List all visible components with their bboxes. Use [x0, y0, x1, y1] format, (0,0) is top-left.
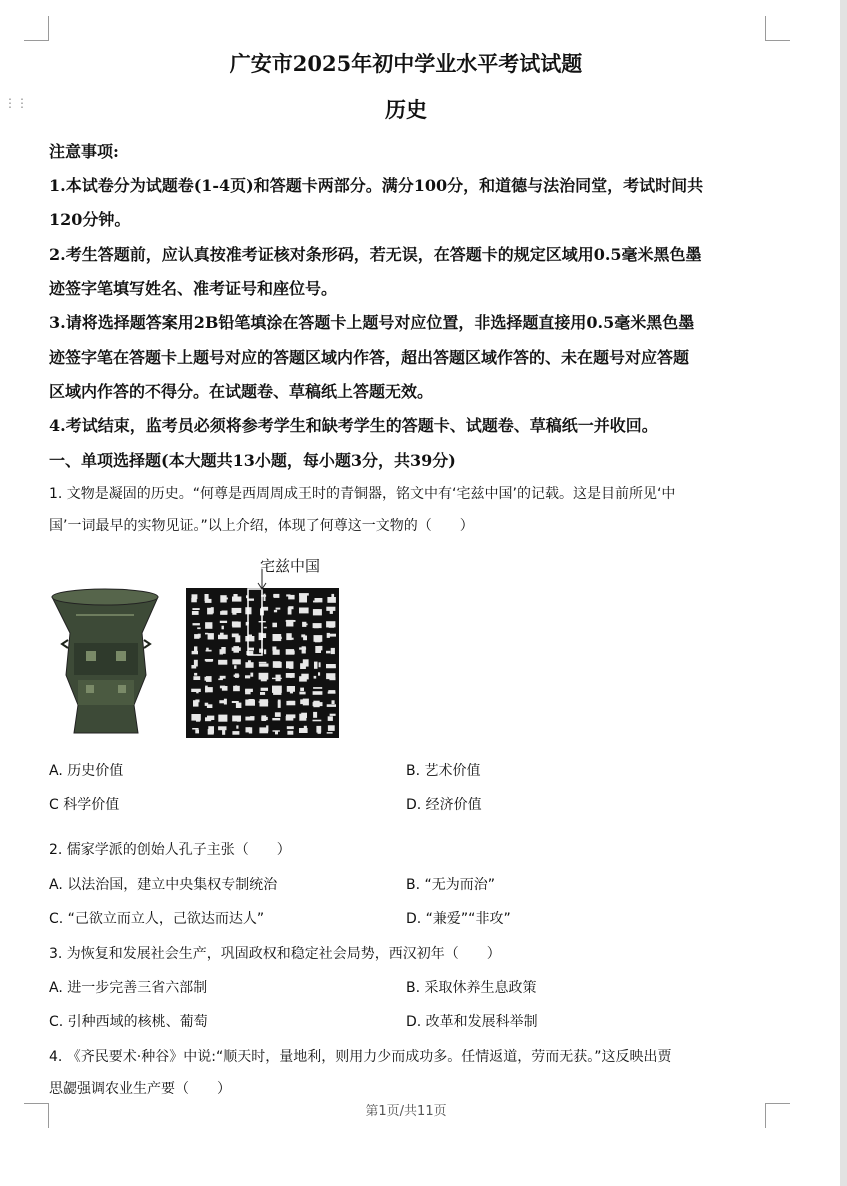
inscription-glyph-stroke: [300, 688, 304, 692]
inscription-glyph-stroke: [314, 609, 320, 612]
inscription-glyph-stroke: [275, 637, 282, 639]
inscription-glyph-stroke: [195, 700, 199, 703]
bronze-zun-icon: [52, 589, 158, 733]
inscription-glyph-stroke: [286, 714, 295, 718]
inscription-glyph-stroke: [272, 678, 282, 679]
inscription-glyph-stroke: [327, 704, 336, 707]
inscription-glyph-stroke: [303, 624, 307, 626]
inscription-glyph-stroke: [206, 648, 209, 652]
inscription-glyph-stroke: [207, 716, 214, 720]
inscription-glyph-stroke: [329, 677, 335, 680]
inscription-glyph-stroke: [259, 673, 269, 680]
inscription-glyph-stroke: [208, 633, 214, 639]
inscription-glyph-stroke: [286, 620, 296, 622]
inscription-glyph-stroke: [286, 661, 293, 668]
inscription-glyph-stroke: [332, 700, 335, 704]
inscription-glyph-stroke: [245, 700, 255, 706]
inscription-glyph-stroke: [327, 634, 336, 637]
inscription-glyph-stroke: [221, 647, 225, 654]
drag-handle-icon[interactable]: ⋮⋮: [4, 96, 28, 110]
inscription-glyph-stroke: [193, 676, 200, 680]
inscription-glyph-stroke: [314, 662, 318, 669]
inscription-glyph-stroke: [245, 662, 253, 668]
inscription-glyph-stroke: [245, 675, 250, 678]
inscription-glyph-stroke: [220, 686, 225, 689]
inscription-glyph-stroke: [303, 659, 309, 666]
inscription-glyph-stroke: [314, 635, 323, 642]
inscription-glyph-stroke: [314, 676, 317, 679]
inscription-glyph-stroke: [235, 635, 240, 642]
inscription-glyph-stroke: [316, 726, 321, 733]
question-1-option-b[interactable]: B. 艺术价值: [406, 763, 481, 779]
inscription-glyph-stroke: [191, 714, 200, 721]
section-title: 一、单项选择题(本大题共13小题，每小题3分，共39分): [49, 451, 456, 470]
inscription-glyph-stroke: [313, 712, 317, 718]
inscription-glyph-stroke: [194, 673, 197, 676]
inscription-glyph-stroke: [286, 633, 291, 640]
page-title: 广安市2025年初中学业水平考试试题: [229, 51, 583, 76]
inscription-glyph-stroke: [236, 725, 238, 728]
inscription-glyph-stroke: [278, 701, 281, 708]
inscription-glyph-stroke: [274, 610, 277, 612]
question-1-line-2: 国’一词最早的实物见证。”以上介绍，体现了何尊这一文物的（ ）: [49, 518, 474, 534]
inscription-glyph-stroke: [330, 714, 336, 716]
inscription-glyph-stroke: [235, 673, 239, 678]
inscription-glyph-stroke: [287, 731, 293, 735]
inscription-glyph-stroke: [248, 648, 254, 651]
inscription-glyph-stroke: [232, 597, 241, 602]
inscription-glyph-stroke: [191, 598, 197, 602]
inscription-glyph-stroke: [246, 727, 251, 732]
inscription-glyph-stroke: [328, 725, 335, 731]
inscription-glyph-stroke: [326, 607, 335, 611]
inscription-glyph-stroke: [327, 732, 333, 734]
inscription-glyph-stroke: [273, 650, 280, 655]
question-4-line-2: 思勰强调农业生产要（ ）: [49, 1081, 231, 1097]
question-1-line-1: 1. 文物是凝固的历史。“何尊是西周周成王时的青铜器，铭文中有‘宅兹中国’的记载。这是目前所见‘中: [49, 486, 676, 502]
question-2-option-b[interactable]: B. “无为而治”: [406, 877, 496, 893]
inscription-glyph-stroke: [235, 685, 237, 689]
inscription-glyph-stroke: [299, 608, 309, 614]
inscription-glyph-stroke: [331, 594, 334, 600]
inscription-glyph-stroke: [319, 662, 321, 667]
inscription-glyph-stroke: [234, 665, 236, 669]
inscription-glyph-stroke: [219, 700, 225, 703]
inscription-glyph-stroke: [313, 702, 323, 706]
inscription-glyph-stroke: [299, 596, 307, 603]
question-2-line-1: 2. 儒家学派的创始人孔子主张（ ）: [49, 842, 291, 858]
inscription-glyph-stroke: [222, 611, 228, 615]
corner-mark-top-left: [24, 16, 49, 41]
notice-line: 区域内作答的不得分。在试题卷、草稿纸上答题无效。: [49, 382, 434, 401]
inscription-glyph-stroke: [299, 728, 308, 733]
inscription-glyph-stroke: [326, 621, 335, 627]
inscription-glyph-stroke: [328, 692, 336, 694]
scrollbar-track[interactable]: [840, 0, 847, 1186]
inscription-glyph-stroke: [262, 633, 266, 638]
inscription-glyph-stroke: [222, 598, 228, 600]
inscription-glyph-stroke: [299, 692, 305, 695]
inscription-glyph-stroke: [286, 673, 295, 678]
inscription-glyph-stroke: [266, 725, 268, 731]
inscription-glyph-stroke: [211, 607, 214, 613]
inscription-glyph-stroke: [194, 660, 198, 667]
inscription-glyph-stroke: [245, 717, 254, 721]
inscription-glyph-stroke: [206, 660, 213, 662]
inscription-glyph-stroke: [218, 715, 227, 722]
inscription-glyph-stroke: [264, 594, 266, 601]
inscription-glyph-stroke: [301, 674, 308, 680]
inscription-glyph-stroke: [313, 687, 322, 689]
notice-line: 2.考生答题前，应认真按准考证核对条形码，若无误，在答题卡的规定区域用0.5毫米黑色墨: [49, 245, 702, 264]
inscription-glyph-stroke: [259, 662, 267, 664]
inscription-glyph-stroke: [260, 692, 265, 695]
inscription-glyph-stroke: [286, 594, 290, 596]
question-3-option-a[interactable]: A. 进一步完善三省六部制: [49, 980, 208, 996]
figure-label: 宅兹中国: [260, 557, 321, 575]
inscription-glyph-stroke: [275, 731, 278, 734]
inscription-glyph-stroke: [205, 686, 208, 693]
inscription-glyph-stroke: [205, 599, 212, 603]
inscription-glyph-stroke: [326, 664, 336, 668]
inscription-glyph-stroke: [264, 649, 266, 654]
question-1-option-d[interactable]: D. 经济价值: [406, 797, 482, 813]
inscription-glyph-stroke: [232, 731, 239, 735]
inscription-glyph-stroke: [192, 611, 199, 615]
inscription-glyph-stroke: [250, 673, 253, 677]
inscription-glyph-stroke: [220, 676, 226, 679]
inscription-glyph-stroke: [218, 679, 223, 681]
notice-line: 4.考试结束，监考员必须将参考学生和缺考学生的答题卡、试题卷、草稿纸一并收回。: [49, 416, 658, 435]
inscription-glyph-stroke: [287, 686, 295, 692]
bronze-vessel-figure: [46, 555, 346, 740]
inscription-glyph-stroke: [272, 718, 280, 720]
inscription-glyph-stroke: [261, 717, 268, 720]
question-2-option-a[interactable]: A. 以法治国，建立中央集权专制统治: [49, 877, 278, 893]
question-1-option-a[interactable]: A. 历史价值: [49, 763, 124, 779]
inscription-glyph-stroke: [232, 659, 241, 664]
inscription-glyph-stroke: [314, 627, 319, 629]
notice-heading: 注意事项:: [49, 142, 119, 161]
inscription-glyph-stroke: [304, 726, 307, 729]
inscription-glyph-stroke: [299, 593, 309, 596]
inscription-glyph-stroke: [192, 728, 198, 730]
notice-line: 120分钟。: [49, 210, 131, 229]
inscription-glyph-stroke: [232, 622, 241, 628]
notice-line: 3.请将选择题答案用2B铅笔填涂在答题卡上题号对应位置，非选择题直接用0.5毫米黑色墨: [49, 313, 695, 332]
inscription-glyph-stroke: [218, 660, 227, 665]
question-4-line-1: 4. 《齐民要术·种谷》中说:“顺天时，量地利，则用力少而成功多。任情返道，劳而无获。”这反映出贾: [49, 1049, 672, 1065]
he-zun-image: [46, 555, 346, 740]
inscription-glyph-stroke: [232, 608, 242, 613]
inscription-glyph-stroke: [192, 608, 199, 610]
inscription-glyph-stroke: [275, 662, 282, 668]
inscription-glyph-stroke: [331, 648, 335, 654]
notice-line: 1.本试卷分为试题卷(1-4页)和答题卡两部分。满分100分，和道德与法治同堂，考试时间共: [49, 176, 704, 195]
inscription-glyph-stroke: [288, 701, 295, 704]
inscription-glyph-stroke: [195, 730, 199, 734]
inscription-glyph-stroke: [222, 729, 225, 735]
inscription-glyph-stroke: [232, 647, 241, 651]
inscription-glyph-stroke: [261, 688, 268, 691]
inscription-glyph-stroke: [206, 676, 212, 682]
inscription-glyph-stroke: [313, 720, 322, 722]
inscription-glyph-stroke: [301, 634, 305, 637]
question-2-option-c[interactable]: C. “己欲立而立人，己欲达而达人”: [49, 911, 265, 927]
inscription-glyph-stroke: [207, 704, 213, 708]
inscription-glyph-stroke: [318, 672, 320, 675]
inscription-glyph-stroke: [222, 626, 224, 630]
inscription-glyph-stroke: [232, 716, 241, 722]
inscription-glyph-stroke: [193, 623, 200, 625]
subject-title: 历史: [385, 97, 427, 122]
inscription-glyph-stroke: [300, 699, 305, 704]
inscription-glyph-stroke: [272, 623, 277, 628]
inscription-glyph-stroke: [328, 716, 333, 721]
question-3-line-1: 3. 为恢复和发展社会生产，巩固政权和稳定社会局势，西汉初年（ ）: [49, 946, 501, 962]
inscription-glyph-stroke: [286, 649, 294, 655]
inscription-glyph-stroke: [288, 607, 292, 614]
page-footer: 第1页/共11页: [365, 1104, 447, 1119]
inscription-glyph-stroke: [273, 692, 281, 695]
inscription-glyph-stroke: [313, 691, 323, 695]
inscription-glyph-stroke: [197, 627, 200, 629]
inscription-glyph-stroke: [275, 712, 281, 717]
inscription-glyph-stroke: [273, 594, 278, 597]
inscription-glyph-stroke: [326, 651, 330, 654]
question-3-option-d[interactable]: D. 改革和发展科举制: [406, 1014, 538, 1030]
corner-mark-top-right: [765, 16, 790, 41]
inscription-glyph-stroke: [218, 635, 228, 640]
inscription-glyph-stroke: [313, 601, 318, 603]
inscription-glyph-stroke: [276, 608, 281, 610]
question-3-option-b[interactable]: B. 采取休养生息政策: [406, 980, 537, 996]
inscription-glyph-stroke: [299, 714, 306, 721]
inscription-glyph-stroke: [205, 622, 212, 629]
question-2-option-d[interactable]: D. “兼爱”“非攻”: [406, 911, 511, 927]
question-1-option-c[interactable]: C 科学价值: [49, 797, 120, 813]
inscription-glyph-stroke: [259, 664, 269, 667]
question-3-option-c[interactable]: C. 引种西域的核桃、葡萄: [49, 1014, 208, 1030]
inscription-glyph-stroke: [208, 729, 214, 735]
inscription-glyph-stroke: [260, 699, 269, 706]
inscription-glyph-stroke: [315, 646, 321, 653]
inscription-glyph-stroke: [236, 703, 242, 708]
inscription-glyph-stroke: [191, 689, 201, 692]
inscription-glyph-stroke: [302, 646, 306, 653]
inscription-glyph-stroke: [194, 634, 199, 639]
notice-line: 迹签字笔在答题卡上题号对应的答题区域内作答，超出答题区域作答的、未在题号对应答题: [49, 348, 690, 367]
inscription-glyph-stroke: [287, 726, 294, 729]
inscription-glyph-stroke: [192, 651, 198, 654]
inscription-glyph-stroke: [245, 636, 254, 641]
inscription-glyph-stroke: [264, 627, 267, 629]
inscription-glyph-stroke: [245, 690, 251, 695]
inscription-glyph-stroke: [220, 621, 227, 623]
notice-line: 迹签字笔填写姓名、准考证号和座位号。: [49, 279, 338, 298]
